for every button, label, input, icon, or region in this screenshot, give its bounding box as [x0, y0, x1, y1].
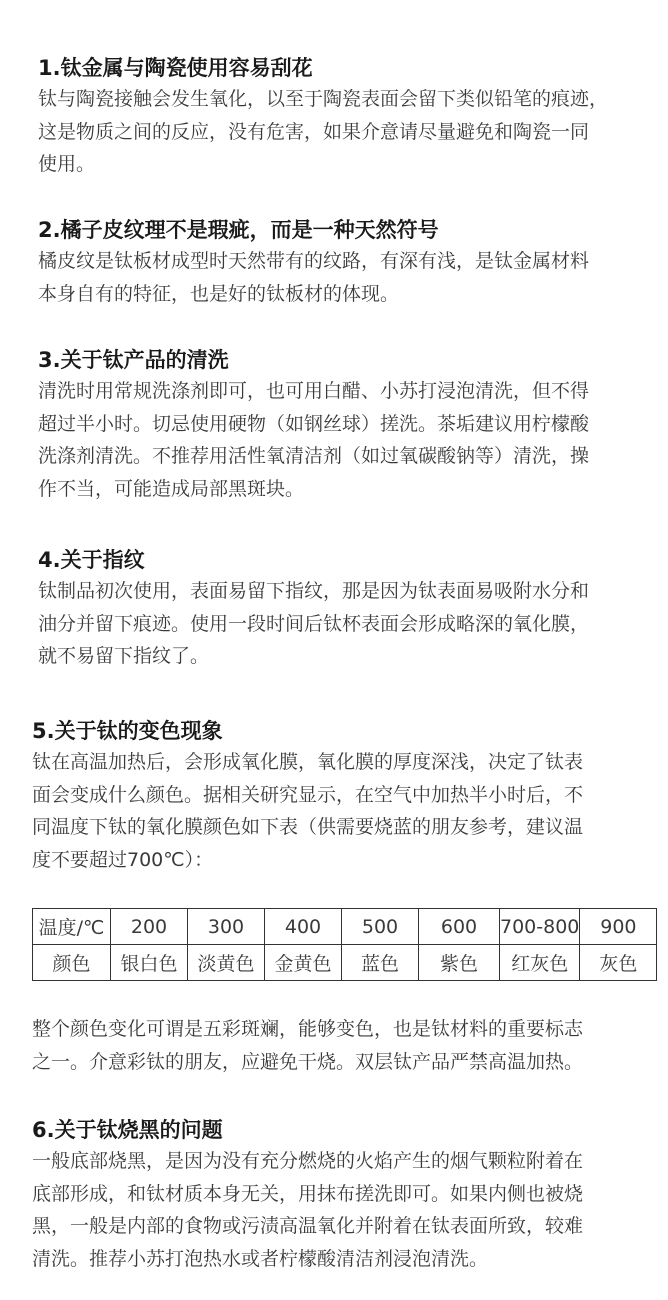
table-header-cell: 温度/℃	[33, 909, 111, 945]
body-line: 面会变成什么颜色。据相关研究显示，在空气中加热半小时后，不	[32, 783, 584, 806]
body-line: 度不要超过700℃）：	[32, 848, 214, 871]
section-orange-peel	[38, 215, 668, 310]
section-heading: 5.关于钛的变色现象	[32, 719, 223, 743]
section-heading: 3.关于钛产品的清洗	[38, 348, 229, 372]
oxide-color-table	[32, 908, 657, 981]
section-cleaning	[38, 345, 668, 505]
table-cell: 500	[342, 909, 419, 945]
table-cell: 银白色	[111, 945, 188, 981]
section-heading: 6.关于钛烧黑的问题	[32, 1118, 223, 1142]
table-row-color	[33, 945, 657, 981]
body-line: 同温度下钛的氧化膜颜色如下表（供需要烧蓝的朋友参考，建议温	[32, 816, 584, 838]
body-line: 油分并留下痕迹。使用一段时间后钛杯表面会形成略深的氧化膜，	[38, 612, 590, 635]
section-heading: 4.关于指纹	[38, 548, 145, 572]
body-line: 本身自有的特征，也是好的钛板材的体现。	[38, 282, 400, 305]
body-line: 钛制品初次使用，表面易留下指纹，那是因为钛表面易吸附水分和	[38, 580, 590, 602]
table-cell: 紫色	[419, 945, 500, 981]
body-line: 一般底部烧黑，是因为没有充分燃烧的火焰产生的烟气颗粒附着在	[32, 1150, 584, 1172]
table-cell: 300	[188, 909, 265, 945]
section-burnt-black	[32, 1115, 668, 1275]
section-discoloration	[32, 716, 668, 876]
body-line: 橘皮纹是钛板材成型时天然带有的纹路，有深有浅，是钛金属材料	[38, 250, 590, 272]
body-line: 就不易留下指纹了。	[38, 645, 210, 667]
body-line: 清洗。推荐小苏打泡热水或者柠檬酸清洁剂浸泡清洗。	[32, 1247, 489, 1270]
table-cell: 金黄色	[265, 945, 342, 981]
body-line: 超过半小时。切忌使用硬物（如钢丝球）搓洗。茶垢建议用柠檬酸	[38, 412, 590, 435]
section-body	[32, 746, 668, 876]
table-cell: 淡黄色	[188, 945, 265, 981]
body-line: 清洗时用常规洗涤剂即可，也可用白醋、小苏打浸泡清洗，但不得	[38, 380, 590, 402]
body-line: 这是物质之间的反应，没有危害，如果介意请尽量避免和陶瓷一同	[38, 120, 590, 143]
section-heading: 2.橘子皮纹理不是瑕疵，而是一种天然符号	[38, 218, 439, 242]
body-line: 钛与陶瓷接触会发生氧化，以至于陶瓷表面会留下类似铅笔的痕迹，	[38, 88, 609, 110]
body-line: 底部形成，和钛材质本身无关，用抹布搓洗即可。如果内侧也被烧	[32, 1182, 584, 1205]
section-body	[38, 83, 668, 181]
table-row-temperature	[33, 909, 657, 945]
body-line: 使用。	[38, 153, 96, 175]
section-body	[38, 375, 668, 505]
table-header-cell: 颜色	[33, 945, 111, 981]
body-line: 之一。介意彩钛的朋友，应避免干烧。双层钛产品严禁高温加热。	[32, 1050, 584, 1073]
table-cell: 700-800	[500, 909, 580, 945]
section-fingerprints	[38, 545, 668, 673]
table-cell: 蓝色	[342, 945, 419, 981]
table-cell: 600	[419, 909, 500, 945]
section-body	[32, 1145, 668, 1275]
table-cell: 900	[580, 909, 657, 945]
body-line: 洗涤剂清洗。不推荐用活性氧清洁剂（如过氧碳酸钠等）清洗，操	[38, 445, 590, 467]
section-scratch	[38, 53, 668, 181]
body-line: 作不当，可能造成局部黑斑块。	[38, 477, 305, 500]
section-body-after-table	[32, 1013, 668, 1078]
section-body	[38, 575, 668, 673]
body-line: 整个颜色变化可谓是五彩斑斓，能够变色，也是钛材料的重要标志	[32, 1018, 584, 1040]
body-line: 黑，一般是内部的食物或污渍高温氧化并附着在钛表面所致，较难	[32, 1215, 584, 1237]
section-heading: 1.钛金属与陶瓷使用容易刮花	[38, 56, 313, 80]
table-cell: 400	[265, 909, 342, 945]
table-cell: 红灰色	[500, 945, 580, 981]
table-cell: 200	[111, 909, 188, 945]
body-line: 钛在高温加热后，会形成氧化膜，氧化膜的厚度深浅，决定了钛表	[32, 751, 584, 773]
section-body	[38, 245, 668, 310]
table-cell: 灰色	[580, 945, 657, 981]
